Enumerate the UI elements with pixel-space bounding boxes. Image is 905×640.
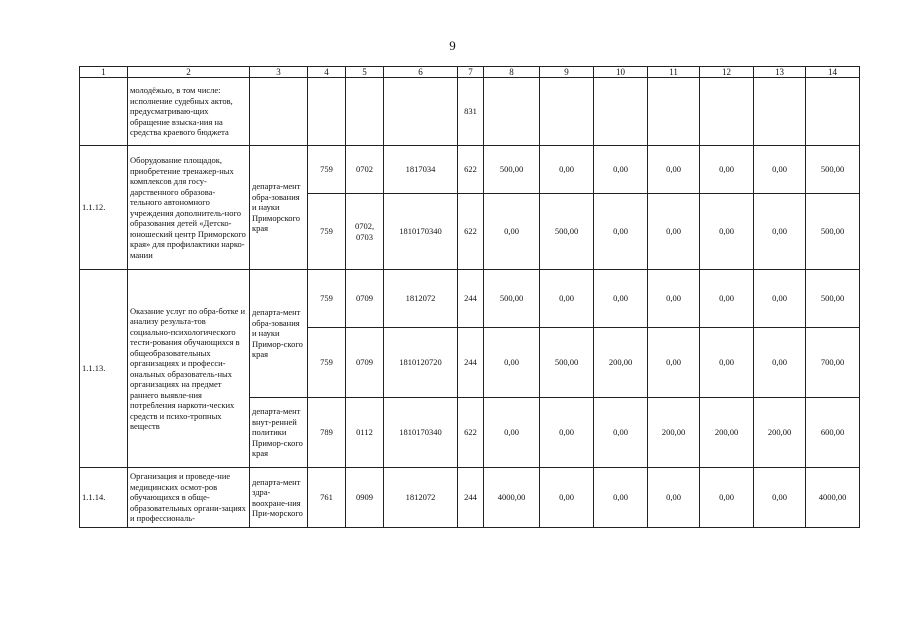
code-cell: 759	[308, 270, 346, 328]
code-cell	[308, 78, 346, 146]
value-cell: 0,00	[754, 328, 806, 398]
agency-cell: департа-мент здра-воохране-ния При-морского	[250, 468, 308, 528]
code-cell: 0702	[346, 146, 384, 194]
code-cell: 1810170340	[384, 398, 458, 468]
value-cell: 0,00	[484, 398, 540, 468]
column-header: 1	[80, 67, 128, 78]
value-cell: 0,00	[484, 194, 540, 270]
value-cell: 0,00	[484, 328, 540, 398]
value-cell: 0,00	[648, 328, 700, 398]
value-cell: 0,00	[754, 146, 806, 194]
value-cell: 0,00	[594, 194, 648, 270]
column-header: 13	[754, 67, 806, 78]
code-cell	[384, 78, 458, 146]
column-header: 12	[700, 67, 754, 78]
value-cell: 0,00	[754, 270, 806, 328]
value-cell: 700,00	[806, 328, 860, 398]
code-cell: 244	[458, 270, 484, 328]
value-cell: 0,00	[700, 194, 754, 270]
code-cell: 0112	[346, 398, 384, 468]
column-header: 10	[594, 67, 648, 78]
value-cell: 200,00	[648, 398, 700, 468]
code-cell: 1817034	[384, 146, 458, 194]
code-cell: 1812072	[384, 468, 458, 528]
value-cell: 4000,00	[806, 468, 860, 528]
code-cell: 759	[308, 146, 346, 194]
agency-cell: департа-мент внут-ренней политики Примор-ского края	[250, 398, 308, 468]
page-number: 9	[449, 38, 456, 53]
code-cell: 1810170340	[384, 194, 458, 270]
value-cell: 0,00	[648, 468, 700, 528]
value-cell	[540, 78, 594, 146]
value-cell: 0,00	[540, 146, 594, 194]
code-cell: 1812072	[384, 270, 458, 328]
value-cell: 0,00	[594, 398, 648, 468]
value-cell	[594, 78, 648, 146]
item-code: 1.1.13.	[80, 270, 128, 468]
column-header: 5	[346, 67, 384, 78]
code-cell: 622	[458, 398, 484, 468]
code-cell: 789	[308, 398, 346, 468]
code-cell: 0909	[346, 468, 384, 528]
item-code: 1.1.12.	[80, 146, 128, 270]
column-header: 2	[128, 67, 250, 78]
value-cell: 0,00	[700, 270, 754, 328]
value-cell: 500,00	[806, 194, 860, 270]
value-cell: 4000,00	[484, 468, 540, 528]
code-cell: 0709	[346, 270, 384, 328]
value-cell: 0,00	[700, 468, 754, 528]
code-cell: 759	[308, 328, 346, 398]
value-cell: 500,00	[806, 270, 860, 328]
column-header: 7	[458, 67, 484, 78]
value-cell: 0,00	[594, 270, 648, 328]
value-cell	[754, 78, 806, 146]
value-cell: 0,00	[754, 194, 806, 270]
column-header: 4	[308, 67, 346, 78]
value-cell: 0,00	[594, 146, 648, 194]
value-cell: 600,00	[806, 398, 860, 468]
value-cell: 500,00	[484, 146, 540, 194]
value-cell: 0,00	[700, 146, 754, 194]
value-cell: 0,00	[648, 270, 700, 328]
column-header: 6	[384, 67, 458, 78]
code-cell: 761	[308, 468, 346, 528]
value-cell: 500,00	[484, 270, 540, 328]
value-cell	[700, 78, 754, 146]
code-cell	[346, 78, 384, 146]
value-cell: 0,00	[754, 468, 806, 528]
value-cell: 200,00	[754, 398, 806, 468]
value-cell: 500,00	[806, 146, 860, 194]
item-name: Организация и проведе-ние медицинских осмот-ров обучающихся в обще-образовательных органи-зациях и профессиональ-	[128, 468, 250, 528]
value-cell: 0,00	[540, 398, 594, 468]
header-row	[80, 67, 860, 78]
code-cell: 759	[308, 194, 346, 270]
value-cell: 0,00	[700, 328, 754, 398]
item-name: Оборудование площадок, приобретение тренажер-ных комплексов для госу-дарственного образова-тельного автономного учреждения дополнитель-ного образования детей «Детско-юношеский центр Приморского края» для профилактики нарко-мании	[128, 146, 250, 270]
code-cell: 831	[458, 78, 484, 146]
value-cell: 500,00	[540, 328, 594, 398]
value-cell	[648, 78, 700, 146]
code-cell: 0709	[346, 328, 384, 398]
column-header: 9	[540, 67, 594, 78]
item-name: молодёжью, в том числе: исполнение судебных актов, предусматриваю-щих обращение взыска-ния на средства краевого бюджета	[128, 78, 250, 146]
budget-table	[79, 66, 860, 528]
code-cell: 622	[458, 194, 484, 270]
agency-cell	[250, 78, 308, 146]
column-header: 11	[648, 67, 700, 78]
agency-cell: департа-мент обра-зования и науки Приморского края	[250, 146, 308, 270]
table-row	[80, 78, 860, 146]
code-cell: 244	[458, 468, 484, 528]
value-cell: 500,00	[540, 194, 594, 270]
table-row	[80, 146, 860, 194]
code-cell: 0702, 0703	[346, 194, 384, 270]
value-cell	[806, 78, 860, 146]
value-cell: 0,00	[648, 194, 700, 270]
value-cell: 0,00	[648, 146, 700, 194]
item-code	[80, 78, 128, 146]
value-cell: 200,00	[594, 328, 648, 398]
value-cell: 0,00	[594, 468, 648, 528]
column-header: 8	[484, 67, 540, 78]
value-cell	[484, 78, 540, 146]
value-cell: 0,00	[540, 468, 594, 528]
code-cell: 622	[458, 146, 484, 194]
agency-cell: департа-мент обра-зования и науки Примор-ского края	[250, 270, 308, 398]
table-row	[80, 468, 860, 528]
code-cell: 1810120720	[384, 328, 458, 398]
item-name: Оказание услуг по обра-ботке и анализу результа-тов социально-психологического тести-рования обучающихся в общеобразовательных организациях и професси-ональных образователь-ных организациях на предмет раннего выявле-ния потребления наркоти-ческих средств и психо-тропных веществ	[128, 270, 250, 468]
column-header: 3	[250, 67, 308, 78]
value-cell: 0,00	[540, 270, 594, 328]
column-header: 14	[806, 67, 860, 78]
value-cell: 200,00	[700, 398, 754, 468]
table-row	[80, 270, 860, 328]
item-code: 1.1.14.	[80, 468, 128, 528]
code-cell: 244	[458, 328, 484, 398]
